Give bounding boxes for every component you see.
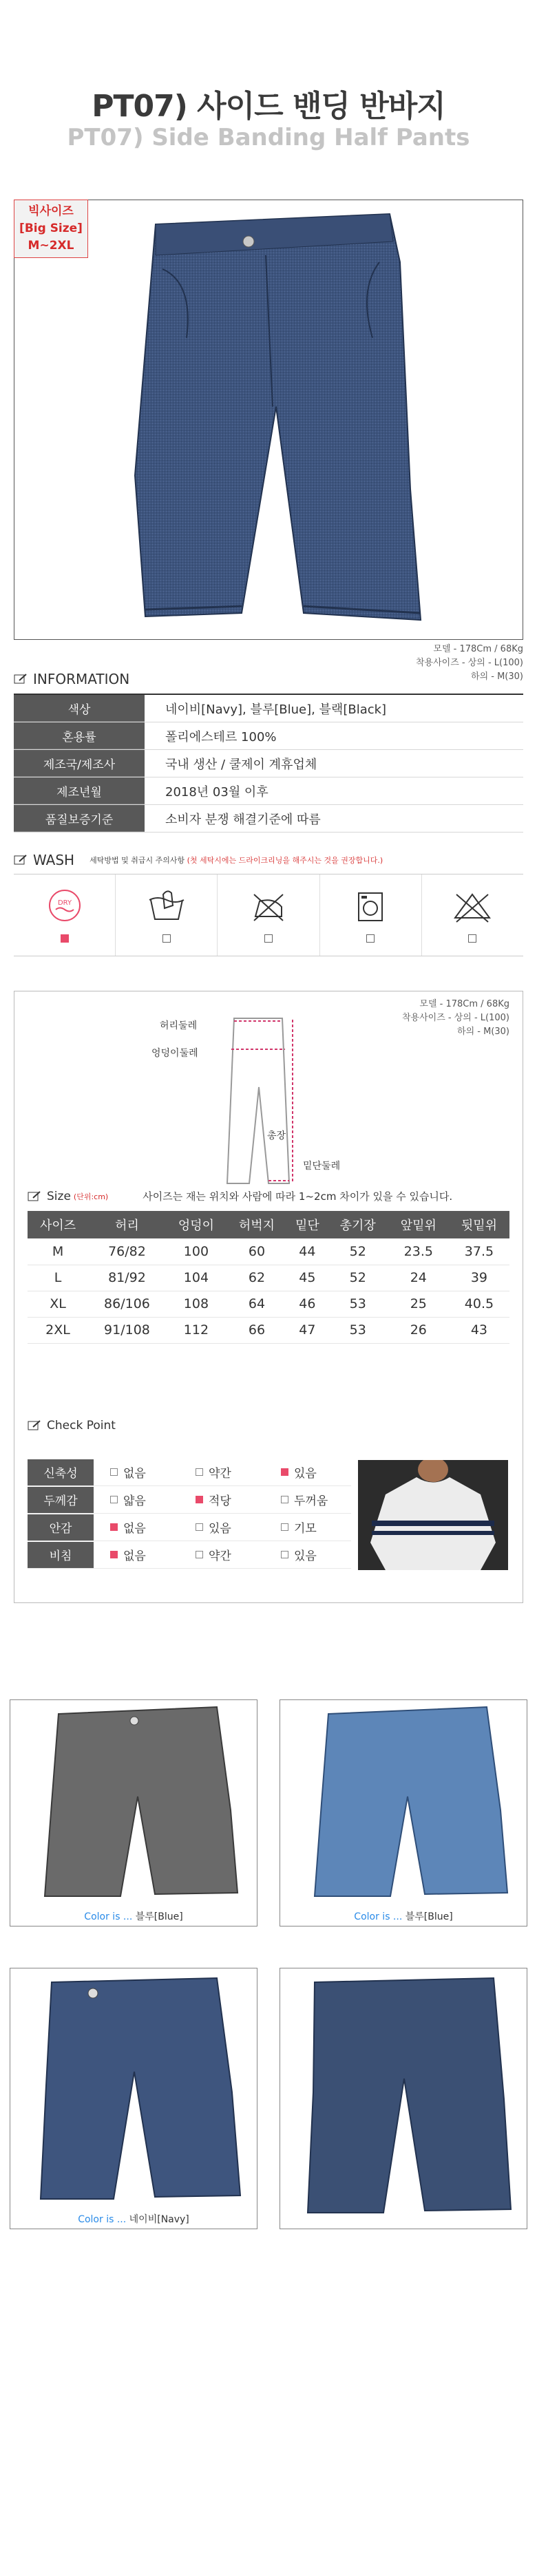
option-label: 두꺼움: [294, 1494, 328, 1508]
size-cell: 43: [449, 1317, 509, 1343]
section-title: INFORMATION: [33, 671, 130, 687]
model-line: 하의 - M(30): [471, 672, 523, 682]
hand-wash-checkbox: [162, 934, 171, 943]
table-row: [28, 1265, 509, 1291]
checkpoint-option: [179, 1491, 264, 1508]
color-photo: [280, 1968, 527, 2229]
color-caption: [10, 2212, 257, 2226]
size-cell: 91/108: [88, 1317, 166, 1343]
wash-option: [218, 874, 319, 956]
caption-label: Color is ...: [354, 1911, 403, 1922]
model-line: 착용사이즈 - 상의 - L(100): [401, 1013, 509, 1023]
dry-clean-checkbox: [61, 934, 69, 943]
no-bleach-checkbox: [468, 934, 476, 943]
info-key: 품질보증기준: [14, 805, 145, 832]
size-cell: 46: [287, 1291, 328, 1317]
size-cell: 26: [388, 1317, 449, 1343]
checkbox-checked-icon: [110, 1551, 118, 1558]
checkpoint-heading: [28, 1419, 116, 1432]
checkpoint-key: 안감: [28, 1514, 94, 1541]
dry-clean-icon: [42, 888, 87, 926]
wash-option: [116, 874, 218, 956]
washing-machine-icon: [348, 888, 393, 926]
no-bleach-icon: [450, 888, 495, 926]
option-label: 기모: [294, 1522, 317, 1536]
info-value: 국내 생산 / 쿨제이 계휴업체: [165, 757, 317, 772]
hero-product-image: [14, 200, 523, 640]
size-cell: 62: [227, 1265, 287, 1291]
no-iron-icon: [246, 888, 291, 926]
diagram-model-info: [402, 998, 509, 1039]
color-caption: [280, 1909, 527, 1923]
caption-value: 블루[Blue]: [405, 1911, 453, 1922]
size-cell: 86/106: [88, 1291, 166, 1317]
checkbox-icon: [110, 1496, 118, 1503]
checkbox-icon: [281, 1523, 288, 1531]
size-cell: 108: [166, 1291, 227, 1317]
size-cell: 53: [328, 1291, 388, 1317]
info-key: 색상: [14, 695, 145, 722]
option-label: 있음: [294, 1549, 317, 1563]
size-table: [28, 1211, 509, 1344]
checkpoint-option: [264, 1463, 350, 1481]
checkpoint-row: [28, 1486, 351, 1514]
wash-option: [14, 874, 116, 956]
size-cell: 2XL: [28, 1317, 88, 1343]
size-cell: 66: [227, 1317, 287, 1343]
info-value: 2018년 03월 이후: [165, 784, 268, 799]
checkbox-checked-icon: [196, 1496, 203, 1503]
checkpoint-option: [179, 1518, 264, 1536]
pencil-note-icon: [14, 855, 28, 866]
size-col-header: 앞밑위: [388, 1211, 449, 1238]
size-cell: 112: [166, 1317, 227, 1343]
hero-model-info: [416, 643, 523, 684]
size-col-header: 허리: [88, 1211, 166, 1238]
size-cell: 24: [388, 1265, 449, 1291]
model-line: 착용사이즈 - 상의 - L(100): [415, 658, 523, 668]
wash-note-text: 세탁방법 및 취급시 주의사항: [90, 856, 185, 865]
information-table: [14, 694, 523, 833]
page-title: PT07) 사이드 밴딩 반바지: [92, 89, 445, 124]
size-cell: 53: [328, 1317, 388, 1343]
size-cell: XL: [28, 1291, 88, 1317]
size-col-header: 총기장: [328, 1211, 388, 1238]
size-col-header: 밑단: [287, 1211, 328, 1238]
checkpoint-row: [28, 1541, 351, 1569]
table-row: [28, 1317, 509, 1343]
info-row: [14, 750, 523, 777]
wash-option: [422, 874, 523, 956]
option-label: 약간: [209, 1549, 231, 1563]
size-cell: M: [28, 1238, 88, 1265]
option-label: 없음: [123, 1467, 146, 1481]
info-row: [14, 805, 523, 833]
size-cell: 44: [287, 1238, 328, 1265]
info-row: [14, 722, 523, 750]
size-cell: 47: [287, 1317, 328, 1343]
size-cell: 45: [287, 1265, 328, 1291]
section-title: Check Point: [47, 1419, 116, 1432]
size-heading: [28, 1189, 452, 1203]
info-key: 제조국/제조사: [14, 750, 145, 777]
info-key: 혼용률: [14, 722, 145, 749]
checkpoint-row: [28, 1514, 351, 1541]
blue-pants-illustration: [280, 1700, 527, 1907]
info-row: [14, 777, 523, 805]
size-col-header: 허벅지: [227, 1211, 287, 1238]
badge-line: [Big Size]: [19, 222, 83, 235]
pencil-note-icon: [28, 1191, 41, 1202]
color-photo: [10, 1968, 257, 2229]
table-row: [28, 1291, 509, 1317]
no-iron-checkbox: [264, 934, 273, 943]
checkpoint-option: [264, 1518, 350, 1536]
size-cell: 39: [449, 1265, 509, 1291]
size-cell: 76/82: [88, 1238, 166, 1265]
gray-pants-illustration: [10, 1700, 257, 1907]
checkbox-icon: [196, 1551, 203, 1558]
checkpoint-option: [179, 1546, 264, 1563]
size-cell: 64: [227, 1291, 287, 1317]
pencil-note-icon: [14, 674, 28, 685]
section-title: WASH: [33, 852, 75, 868]
size-cell: 100: [166, 1238, 227, 1265]
checkpoint-option: [179, 1463, 264, 1481]
washing-machine-checkbox: [366, 934, 375, 943]
size-col-header: 엉덩이: [166, 1211, 227, 1238]
model-line: 하의 - M(30): [457, 1027, 509, 1037]
size-note: 사이즈는 재는 위치와 사람에 따라 1~2cm 차이가 있을 수 있습니다.: [143, 1190, 453, 1203]
size-cell: 25: [388, 1291, 449, 1317]
option-label: 얇음: [123, 1494, 146, 1508]
checkpoint-option: [94, 1491, 179, 1508]
model-line: 모델 - 178Cm / 68Kg: [433, 644, 523, 654]
size-cell: 52: [328, 1238, 388, 1265]
color-caption: [10, 1909, 257, 1923]
checkbox-icon: [196, 1468, 203, 1476]
checkpoint-table: [28, 1459, 351, 1569]
badge-line: M~2XL: [28, 239, 74, 253]
size-cell: 40.5: [449, 1291, 509, 1317]
option-label: 있음: [294, 1467, 317, 1481]
badge-line: 빅사이즈: [28, 204, 74, 218]
checkpoint-option: [94, 1546, 179, 1563]
hand-wash-icon: [144, 888, 189, 926]
info-value: 소비자 분쟁 해결기준에 따름: [165, 812, 321, 827]
pencil-note-icon: [28, 1420, 41, 1431]
size-cell: 23.5: [388, 1238, 449, 1265]
caption-value: 블루[Blue]: [135, 1911, 183, 1922]
information-heading: [14, 671, 129, 687]
checkbox-icon: [110, 1468, 118, 1476]
model-line: 모델 - 178Cm / 68Kg: [419, 999, 509, 1009]
length-label: 총장: [267, 1130, 286, 1141]
wash-note: [90, 855, 383, 866]
checkbox-icon: [281, 1551, 288, 1558]
size-col-header: 뒷밑위: [449, 1211, 509, 1238]
info-row: [14, 695, 523, 722]
checkpoint-key: 신축성: [28, 1459, 94, 1485]
wash-note-warning: (첫 세탁시에는 드라이크리닝을 해주시는 것을 권장합니다.): [187, 856, 383, 865]
option-label: 없음: [123, 1549, 146, 1563]
hip-label: 엉덩이둘레: [151, 1048, 198, 1059]
big-size-badge: [14, 200, 88, 258]
checkpoint-key: 비침: [28, 1542, 94, 1568]
option-label: 없음: [123, 1522, 146, 1536]
info-key: 제조년월: [14, 777, 145, 804]
checkbox-icon: [281, 1496, 288, 1503]
checkbox-checked-icon: [281, 1468, 288, 1476]
size-cell: 52: [328, 1265, 388, 1291]
size-unit: (단위:cm): [73, 1192, 109, 1201]
caption-label: Color is ...: [84, 1911, 133, 1922]
info-value: 폴리에스테르 100%: [165, 729, 277, 744]
checkpoint-key: 두께감: [28, 1487, 94, 1513]
size-cell: L: [28, 1265, 88, 1291]
table-row: [28, 1238, 509, 1265]
waist-label: 허리둘레: [160, 1020, 198, 1031]
navy-pants-front-illustration: [10, 1968, 257, 2209]
size-cell: 104: [166, 1265, 227, 1291]
section-title: Size: [47, 1189, 71, 1203]
checkpoint-option: [264, 1491, 350, 1508]
checkbox-icon: [196, 1523, 203, 1531]
wash-symbols: [14, 874, 523, 956]
navy-pants-back-illustration: [280, 1968, 527, 2229]
size-cell: 60: [227, 1238, 287, 1265]
checkpoint-row: [28, 1459, 351, 1486]
checkpoint-option: [264, 1546, 350, 1563]
size-cell: 81/92: [88, 1265, 166, 1291]
hem-label: 밑단둘레: [303, 1161, 341, 1172]
fabric-example-photo: [358, 1460, 508, 1570]
caption-value: 네이비[Navy]: [129, 2214, 189, 2225]
page-subtitle: PT07) Side Banding Half Pants: [67, 124, 470, 151]
option-label: 약간: [209, 1467, 231, 1481]
option-label: 적당: [209, 1494, 231, 1508]
size-cell: 37.5: [449, 1238, 509, 1265]
color-photo: [280, 1699, 527, 1926]
info-value: 네이비[Navy], 블루[Blue], 블랙[Black]: [165, 702, 387, 717]
checkpoint-option: [94, 1518, 179, 1536]
size-col-header: 사이즈: [28, 1211, 88, 1238]
wash-option: [320, 874, 422, 956]
tshirt-photo-illustration: [358, 1460, 508, 1570]
checkpoint-option: [94, 1463, 179, 1481]
wash-heading: [14, 852, 383, 868]
dry-label: DRY: [57, 899, 72, 907]
navy-pants-illustration: [14, 200, 523, 639]
caption-label: Color is ...: [78, 2214, 127, 2225]
checkbox-checked-icon: [110, 1523, 118, 1531]
size-table-header: [28, 1211, 509, 1238]
color-photo: [10, 1699, 257, 1926]
option-label: 있음: [209, 1522, 231, 1536]
